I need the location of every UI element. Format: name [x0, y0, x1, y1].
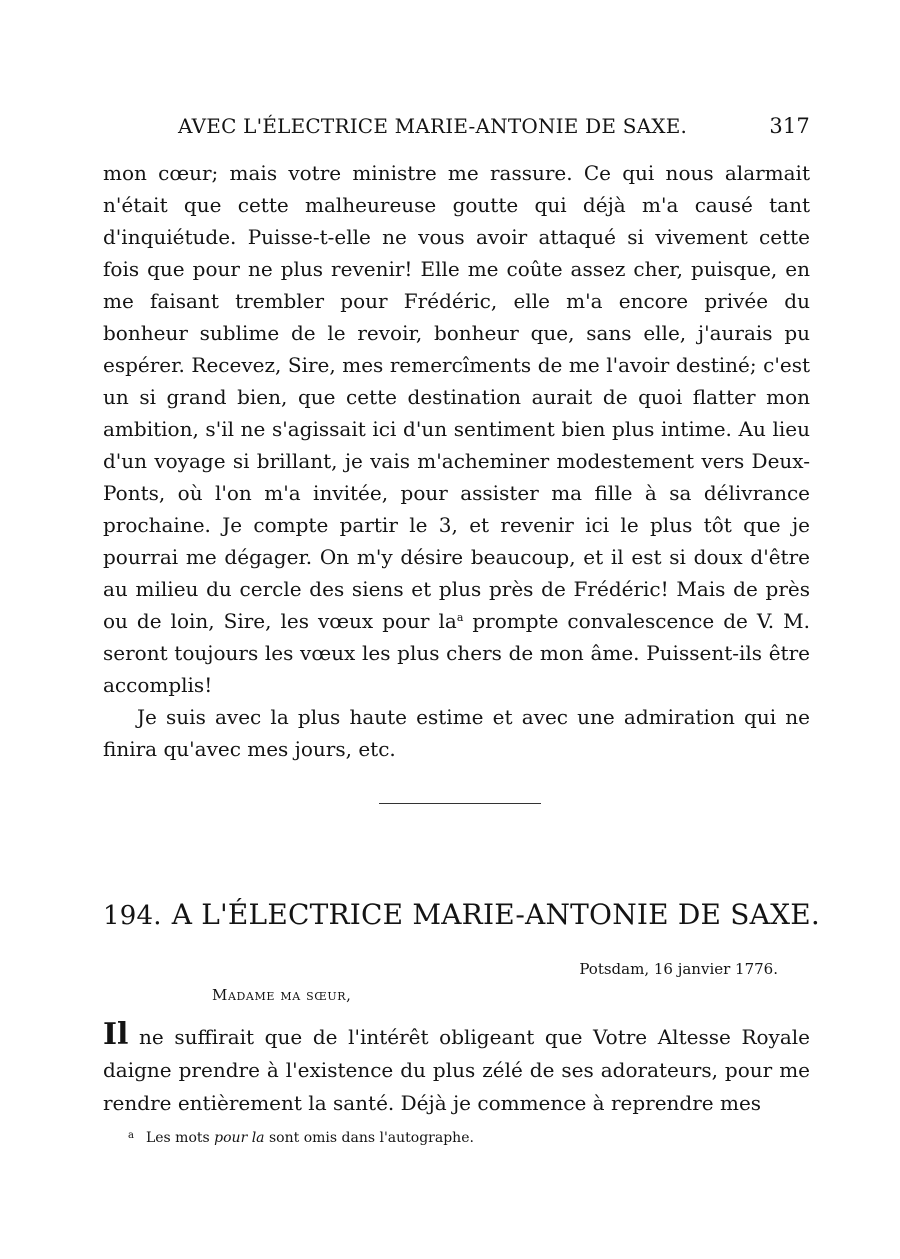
running-head-title: AVEC L'ÉLECTRICE MARIE-ANTONIE DE SAXE. — [178, 114, 688, 138]
paragraph — [103, 1017, 810, 1120]
paragraph-text: mon cœur; mais votre ministre me rassure. Ce qui nous alarmait n'était que cette malheureuse goutte qui déjà m'a causé tant d'inquiétude. Puisse-t-elle ne vous avoir attaqué si vivement cette fois que pour ne plus revenir! Elle me coûte assez cher, puisque, en me faisant trembler pour Frédéric, elle m'a encore privée du bonheur sublime de le revoir, bonheur que, sans elle, j'aurais pu espérer. Recevez, Sire, mes remercîments de me l'avoir destiné; c'est un si grand bien, que cette destination aurait de quoi flatter mon ambition, s'il ne s'agissait ici d'un sentiment bien plus intime. Au lieu d'un voyage si brillant, je vais m'acheminer modestement vers Deux-Ponts, où l'on m'a invitée, pour assister ma fille à sa délivrance prochaine. Je compte partir le 3, et revenir ici le plus tôt que je pourrai me dégager. On m'y désire beaucoup, et il est si doux d'être au milieu du cercle des siens et plus près de Frédéric! Mais de près ou de loin, Sire, les vœux pour la — [103, 161, 810, 633]
footnote-reference: a — [456, 611, 464, 624]
footnote-text: sont omis dans l'autographe. — [264, 1130, 474, 1146]
page-number: 317 — [769, 114, 810, 138]
paragraph-text: prompte convalescence de V. M. seront toujours les vœux les plus chers de mon âme. Puissent-ils être accomplis! — [103, 609, 810, 697]
letter-continuation — [103, 157, 810, 765]
footnote-italic: pour la — [214, 1130, 265, 1146]
paragraph-text: ne suffirait que de l'intérêt obligeant que Votre Altesse Royale daigne prendre à l'existence du plus zélé de ses adorateurs, pour me rendre entièrement la santé. Déjà je commence à reprendre mes — [103, 1025, 810, 1115]
paragraph — [103, 157, 810, 701]
letter-heading — [103, 898, 820, 931]
letter-title: A L'ÉLECTRICE MARIE-ANTONIE DE SAXE. — [171, 898, 820, 931]
footnote-mark: a — [128, 1130, 134, 1141]
section-divider — [379, 803, 541, 804]
salutation: Madame ma sœur, — [212, 986, 352, 1004]
running-head — [178, 114, 810, 138]
drop-cap: Il — [103, 1017, 129, 1052]
footnote — [128, 1130, 788, 1146]
letter-body — [103, 1017, 810, 1120]
letter-number: 194. — [103, 901, 162, 931]
closing-paragraph: Je suis avec la plus haute estime et avec une admiration qui ne finira qu'avec mes jours, etc. — [103, 705, 810, 761]
footnote-text: Les mots — [145, 1130, 215, 1146]
dateline: Potsdam, 16 janvier 1776. — [579, 960, 778, 978]
